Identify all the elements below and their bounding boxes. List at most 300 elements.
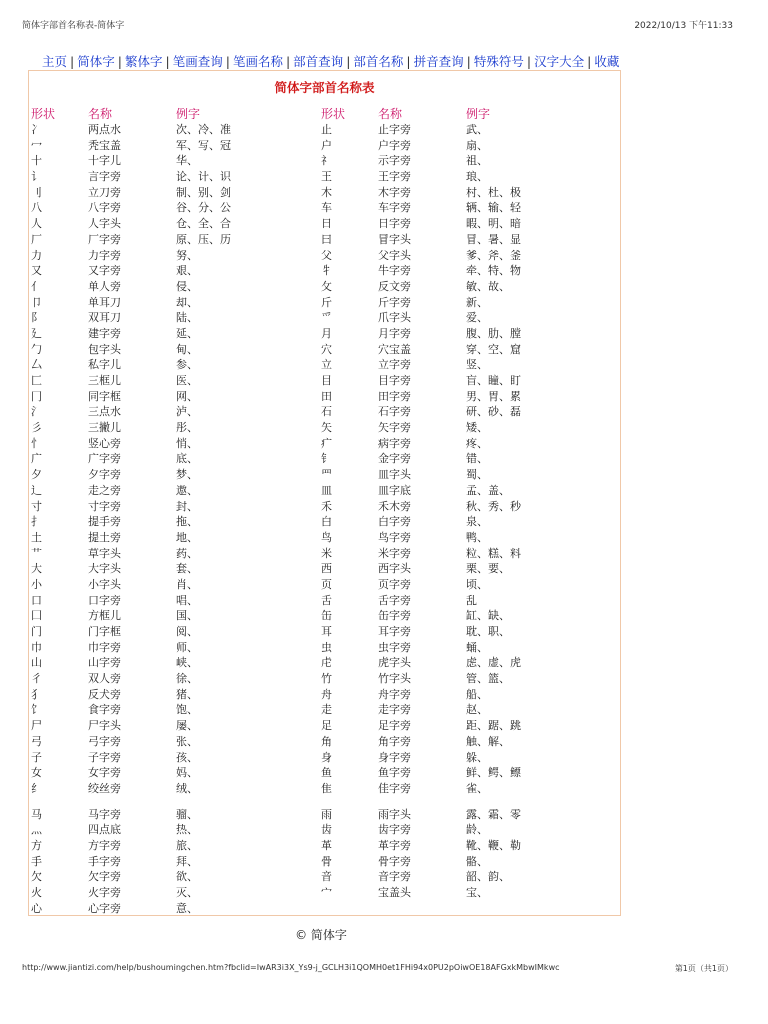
radical-shape: 西 [321, 562, 332, 576]
table-row [29, 640, 620, 656]
radical-shape: 彡 [31, 421, 42, 435]
nav-link[interactable]: 繁体字 [124, 54, 163, 69]
radical-examples: 医、 [176, 374, 198, 387]
radical-examples: 底、 [176, 452, 198, 466]
radical-name: 父字头 [378, 248, 411, 262]
radical-shape: 女 [31, 766, 42, 780]
table-row [29, 577, 620, 593]
radical-examples: 乱 [466, 593, 477, 607]
radical-name: 目字旁 [378, 374, 411, 387]
radical-examples: 甸、 [176, 342, 198, 356]
radical-name: 立字旁 [378, 358, 411, 372]
radical-shape: 礻 [321, 154, 332, 168]
radical-shape: 阝 [31, 311, 42, 325]
table-row [29, 451, 620, 467]
radical-shape: 亻 [31, 279, 42, 293]
nav-link[interactable]: 特殊符号 [473, 54, 524, 69]
radical-shape: 钅 [321, 452, 332, 466]
radical-shape: 厂 [31, 232, 42, 246]
nav-link[interactable]: 简体字 [77, 54, 115, 69]
radical-examples: 师、 [176, 640, 198, 654]
nav-link[interactable]: 部首查询 [293, 54, 344, 69]
radical-shape: 页 [321, 577, 332, 591]
radical-examples: 腹、肋、膛 [466, 326, 521, 340]
radical-name: 皿字底 [378, 483, 411, 497]
header-example-left: 例字 [176, 107, 201, 121]
radical-shape: 十 [31, 154, 42, 168]
radical-shape: 竹 [321, 672, 332, 686]
radical-shape: 力 [31, 248, 42, 262]
radical-examples: 拖、 [176, 515, 198, 529]
radical-examples: 穿、空、窟 [466, 342, 521, 356]
nav-link[interactable]: 笔画查询 [172, 54, 223, 69]
radical-shape: 方 [31, 838, 42, 852]
radical-name: 三撇儿 [88, 421, 121, 435]
radical-name: 反犬旁 [88, 687, 121, 701]
radical-shape: 身 [321, 750, 332, 764]
radical-name: 竹字头 [378, 672, 411, 686]
radical-name: 骨字旁 [378, 854, 411, 868]
nav-link[interactable]: 汉字大全 [534, 54, 585, 69]
radical-shape: 大 [31, 562, 42, 576]
radical-shape: 疒 [321, 436, 332, 450]
radical-examples: 武、 [466, 123, 488, 136]
table-row [29, 838, 620, 854]
radical-examples: 悄、 [176, 436, 198, 450]
radical-name: 白字旁 [378, 515, 411, 529]
radical-examples: 距、踞、跳 [466, 719, 521, 733]
radical-name: 言字旁 [88, 170, 121, 184]
radical-name: 巾字旁 [88, 640, 121, 654]
table-row [29, 561, 620, 577]
radical-name: 提土旁 [88, 530, 121, 544]
radical-shape: 骨 [321, 854, 332, 868]
radical-name: 四点底 [88, 823, 121, 837]
radical-shape: 灬 [31, 823, 42, 837]
radical-examples: 男、胃、累 [466, 389, 521, 403]
table-row [29, 901, 620, 917]
radical-shape: 纟 [31, 781, 42, 795]
radical-examples: 热、 [176, 823, 198, 837]
radical-shape: 马 [31, 807, 42, 821]
nav-link[interactable]: 笔画名称 [232, 54, 283, 69]
radical-examples: 琅、 [466, 170, 488, 184]
table-row [29, 734, 620, 750]
radical-name: 口字旁 [88, 593, 121, 607]
header-shape-left: 形状 [31, 107, 56, 121]
radical-shape: 攵 [321, 279, 332, 293]
radical-shape: 隹 [321, 781, 332, 795]
table-row [29, 342, 620, 358]
nav-link[interactable]: 主页 [42, 54, 68, 69]
radical-name: 舌字旁 [378, 593, 411, 607]
table-row [29, 373, 620, 389]
radical-name: 西字头 [378, 562, 411, 576]
radical-examples: 猪、 [176, 687, 198, 701]
radical-examples: 矮、 [466, 421, 488, 435]
radical-shape: 角 [321, 734, 332, 748]
radical-shape: 舟 [321, 687, 332, 701]
radical-examples: 肖、 [176, 577, 198, 591]
radical-name: 日字旁 [378, 217, 411, 231]
table-row [29, 750, 620, 766]
radical-examples: 张、 [176, 734, 198, 748]
radical-shape: 匚 [31, 374, 42, 387]
radical-shape: 牜 [321, 264, 332, 278]
radical-name: 禾木旁 [378, 499, 411, 513]
radical-examples: 网、 [176, 389, 198, 403]
radical-examples: 药、 [176, 546, 198, 560]
table-row [29, 169, 620, 185]
radical-examples: 饱、 [176, 703, 198, 717]
table-row [29, 514, 620, 530]
radical-name: 力字旁 [88, 248, 121, 262]
table-row [29, 530, 620, 546]
radical-examples: 顷、 [466, 577, 488, 591]
radical-examples: 孟、盖、 [466, 483, 510, 497]
radical-shape: 廴 [31, 326, 42, 340]
radical-examples: 灭、 [176, 886, 198, 899]
radical-examples: 蜀、 [466, 468, 488, 482]
radical-examples: 孩、 [176, 750, 198, 764]
radical-examples: 研、砂、磊 [466, 405, 521, 419]
radical-examples: 雀、 [466, 781, 488, 795]
table-row [29, 546, 620, 562]
table-row [29, 248, 620, 264]
radical-shape: 彳 [31, 672, 42, 686]
table-row [29, 467, 620, 483]
table-row [29, 404, 620, 420]
nav-separator: | [70, 54, 75, 69]
nav-separator: | [225, 54, 230, 69]
radical-name: 音字旁 [378, 870, 411, 884]
radical-shape: 厶 [31, 358, 42, 372]
radical-name: 马字旁 [88, 807, 121, 821]
radical-examples: 赵、 [466, 703, 488, 717]
radical-name: 三点水 [88, 405, 121, 419]
header-shape-right: 形状 [321, 107, 346, 121]
radical-name: 宝盖头 [378, 886, 411, 899]
radical-name: 雨字头 [378, 807, 411, 821]
radical-shape: 虍 [321, 656, 332, 670]
radical-shape: 冫 [31, 123, 42, 136]
radical-examples: 制、别、剑 [176, 185, 231, 199]
radical-name: 双人旁 [88, 672, 121, 686]
radical-shape: 革 [321, 838, 332, 852]
radical-name: 走之旁 [88, 483, 121, 497]
radical-shape: 目 [321, 374, 332, 387]
radical-name: 秃宝盖 [88, 138, 121, 152]
radical-shape: 卩 [31, 295, 42, 309]
table-row [29, 200, 620, 216]
radical-shape: 弓 [31, 734, 42, 748]
radical-name: 欠字旁 [88, 870, 121, 884]
radical-examples: 管、篮、 [466, 672, 510, 686]
radical-name: 革字旁 [378, 838, 411, 852]
radical-name: 两点水 [88, 123, 121, 136]
radical-shape: 子 [31, 750, 42, 764]
radical-examples: 梦、 [176, 468, 198, 482]
radical-examples: 原、压、历 [176, 232, 231, 246]
radical-shape: 罒 [321, 468, 332, 482]
radical-name: 足字旁 [378, 719, 411, 733]
radical-shape: 鸟 [321, 530, 332, 544]
radical-shape: 白 [321, 515, 332, 529]
radical-examples: 栗、要、 [466, 562, 510, 576]
radical-name: 同字框 [88, 389, 121, 403]
radical-examples: 蛹、 [466, 640, 488, 654]
radical-name: 石字旁 [378, 405, 411, 419]
table-row [29, 310, 620, 326]
copyright: © 简体字 [295, 928, 347, 942]
radical-shape: 音 [321, 870, 332, 884]
radical-examples: 辆、输、轻 [466, 201, 521, 215]
radical-name: 缶字旁 [378, 609, 411, 623]
radical-name: 斤字旁 [378, 295, 411, 309]
radical-examples: 盲、瞳、盯 [466, 374, 521, 387]
table-row [29, 781, 620, 797]
radical-shape: 山 [31, 656, 42, 670]
radical-name: 食字旁 [88, 703, 121, 717]
radical-name: 手字旁 [88, 854, 121, 868]
table-row [29, 389, 620, 405]
radical-name: 矢字旁 [378, 421, 411, 435]
radical-name: 弓字旁 [88, 734, 121, 748]
radical-examples: 国、 [176, 609, 198, 623]
header-name-left: 名称 [88, 107, 113, 121]
radical-name: 齿字旁 [378, 823, 411, 837]
table-row [29, 436, 620, 452]
radical-shape: 八 [31, 201, 42, 215]
radical-name: 虎字头 [378, 656, 411, 670]
radical-name: 木字旁 [378, 185, 411, 199]
radical-table [28, 70, 621, 916]
table-row [29, 420, 620, 436]
radical-shape: 艹 [31, 546, 42, 560]
radical-name: 佳字旁 [378, 781, 411, 795]
radical-name: 私字儿 [88, 358, 121, 372]
radical-shape: 止 [321, 123, 332, 136]
table-row [29, 185, 620, 201]
radical-examples: 地、 [176, 530, 198, 544]
radical-shape: 王 [321, 170, 332, 184]
nav-separator: | [117, 54, 122, 69]
radical-shape: 立 [321, 358, 332, 372]
radical-name: 穴宝盖 [378, 342, 411, 356]
nav-separator: | [587, 54, 592, 69]
radical-examples: 触、解、 [466, 734, 510, 748]
nav-separator: | [165, 54, 170, 69]
radical-name: 鱼字旁 [378, 766, 411, 780]
table-row [29, 671, 620, 687]
table-row [29, 326, 620, 342]
radical-shape: 穴 [321, 342, 332, 356]
radical-examples: 暇、明、暗 [466, 217, 521, 231]
nav-separator: | [406, 54, 411, 69]
radical-name: 寸字旁 [88, 499, 121, 513]
radical-shape: 心 [31, 901, 42, 915]
radical-name: 夕字旁 [88, 468, 121, 482]
radical-examples: 鸭、 [466, 530, 488, 544]
radical-shape: 广 [31, 452, 42, 466]
nav-link[interactable]: 收藏 [594, 54, 620, 69]
radical-name: 走字旁 [378, 703, 411, 717]
radical-examples: 鲜、鳄、鳔 [466, 766, 521, 780]
table-row [29, 854, 620, 870]
radical-name: 门字框 [88, 625, 121, 638]
radical-examples: 冒、暑、显 [466, 232, 521, 246]
radical-shape: 火 [31, 886, 42, 899]
radical-examples: 次、冷、准 [176, 123, 231, 136]
table-row [29, 885, 620, 901]
radical-shape: 忄 [31, 436, 42, 450]
radical-shape: 冂 [31, 389, 42, 403]
radical-examples: 躲、 [466, 750, 488, 764]
radical-examples: 竖、 [466, 358, 488, 372]
radical-shape: 巾 [31, 640, 42, 654]
nav-link[interactable]: 拼音查询 [413, 54, 464, 69]
radical-shape: 足 [321, 719, 332, 733]
radical-shape: 矢 [321, 421, 332, 435]
radical-shape: 囗 [31, 609, 42, 623]
radical-examples: 参、 [176, 358, 198, 372]
radical-name: 爪字头 [378, 311, 411, 325]
radical-name: 心字旁 [88, 901, 121, 915]
table-row [29, 279, 620, 295]
radical-name: 十字儿 [88, 154, 121, 168]
table-row [29, 687, 620, 703]
radical-examples: 船、 [466, 687, 488, 701]
table-row [29, 624, 620, 640]
table-rows [29, 122, 620, 916]
radical-shape: 舌 [321, 593, 332, 607]
table-row [29, 138, 620, 154]
radical-shape: 缶 [321, 609, 332, 623]
nav-separator: | [285, 54, 291, 69]
top-nav [42, 52, 619, 70]
radical-name: 车字旁 [378, 201, 411, 215]
nav-separator: | [526, 54, 532, 69]
radical-shape: 斤 [321, 295, 332, 309]
table-row [29, 263, 620, 279]
radical-name: 月字旁 [378, 326, 411, 340]
radical-name: 牛字旁 [378, 264, 411, 278]
radical-shape: 禾 [321, 499, 332, 513]
radical-name: 立刀旁 [88, 185, 121, 199]
radical-shape: 扌 [31, 515, 42, 529]
radical-shape: 月 [321, 326, 332, 340]
radical-name: 户字旁 [378, 138, 411, 152]
nav-link[interactable]: 部首名称 [353, 54, 404, 69]
radical-name: 单人旁 [88, 279, 121, 293]
radical-examples: 秋、秀、秒 [466, 499, 521, 513]
radical-examples: 妈、 [176, 766, 198, 780]
radical-name: 广字旁 [88, 452, 121, 466]
table-row [29, 357, 620, 373]
table-row [29, 122, 620, 138]
table-row [29, 718, 620, 734]
radical-name: 人字头 [88, 217, 121, 231]
radical-name: 方框儿 [88, 609, 121, 623]
table-row [29, 765, 620, 781]
radical-examples: 爱、 [466, 311, 488, 325]
radical-name: 示字旁 [378, 154, 411, 168]
radical-shape: 小 [31, 577, 42, 591]
radical-examples: 宝、 [466, 886, 488, 899]
radical-examples: 艰、 [176, 264, 198, 278]
print-header-title: 简体字部首名称表-简体字 [22, 21, 125, 31]
radical-examples: 靴、鞭、勒 [466, 838, 521, 852]
radical-name: 尸字头 [88, 719, 121, 733]
radical-shape: 冖 [31, 138, 42, 152]
radical-shape: 曰 [321, 232, 332, 246]
radical-examples: 村、杜、极 [466, 185, 521, 199]
radical-examples: 峡、 [176, 656, 198, 670]
table-row [29, 232, 620, 248]
radical-name: 冒字头 [378, 232, 411, 246]
radical-shape: 父 [321, 248, 332, 262]
radical-name: 子字旁 [88, 750, 121, 764]
radical-shape: 爫 [321, 311, 332, 325]
radical-examples: 军、写、冠 [176, 138, 231, 152]
radical-examples: 泸、 [176, 405, 198, 419]
radical-name: 反文旁 [378, 279, 411, 293]
radical-examples: 扇、 [466, 138, 488, 152]
radical-examples: 套、 [176, 562, 198, 576]
radical-name: 厂字旁 [88, 232, 121, 246]
radical-examples: 欲、 [176, 870, 198, 884]
radical-shape: 刂 [31, 185, 42, 199]
radical-examples: 谷、分、公 [176, 201, 231, 215]
radical-shape: 虫 [321, 640, 332, 654]
radical-examples: 仓、全、合 [176, 217, 231, 231]
radical-name: 包字头 [88, 342, 121, 356]
radical-name: 米字旁 [378, 546, 411, 560]
radical-shape: 车 [321, 201, 332, 215]
radical-shape: 皿 [321, 483, 332, 497]
radical-shape: 辶 [31, 483, 42, 497]
radical-name: 火字旁 [88, 886, 121, 899]
radical-shape: 户 [321, 138, 332, 152]
radical-examples: 露、霜、零 [466, 807, 521, 821]
radical-examples: 新、 [466, 295, 488, 309]
radical-shape: 雨 [321, 807, 332, 821]
radical-name: 角字旁 [378, 734, 411, 748]
radical-examples: 唱、 [176, 593, 198, 607]
radical-name: 八字旁 [88, 201, 121, 215]
radical-name: 绞丝旁 [88, 781, 121, 795]
table-row [29, 822, 620, 838]
radical-examples: 骼、 [466, 854, 488, 868]
radical-name: 身字旁 [378, 750, 411, 764]
radical-shape: 耳 [321, 625, 332, 638]
radical-shape: 讠 [31, 170, 42, 184]
radical-name: 三框儿 [88, 374, 121, 387]
radical-examples: 祖、 [466, 154, 488, 168]
radical-name: 王字旁 [378, 170, 411, 184]
radical-name: 皿字头 [378, 468, 411, 482]
nav-separator: | [346, 54, 351, 69]
radical-name: 山字旁 [88, 656, 121, 670]
radical-shape: 宀 [321, 886, 332, 899]
print-header-datetime: 2022/10/13 下午11:33 [634, 21, 733, 31]
radical-name: 建字旁 [88, 326, 121, 340]
print-footer-url: http://www.jiantizi.com/help/bushoumingchen.htm?fbclid=IwAR3i3X_Ys9-j_GCLH3i1QOMH0et1FHi94x0PU2pOiwOE18AFGxkMbwIMkwc [22, 963, 560, 972]
radical-shape: 又 [31, 264, 42, 278]
radical-examples: 敏、故、 [466, 279, 510, 293]
table-row [29, 608, 620, 624]
radical-examples: 拜、 [176, 854, 198, 868]
